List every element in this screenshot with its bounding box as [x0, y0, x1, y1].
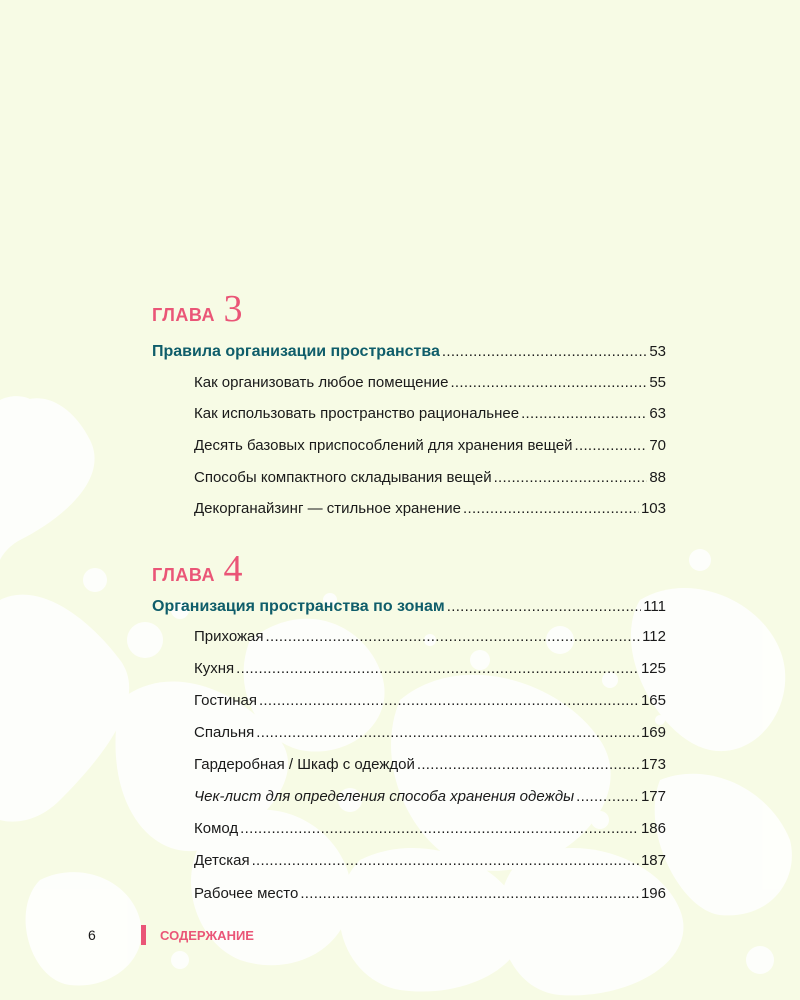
leader-dots: [442, 343, 647, 360]
page-number: 173: [640, 756, 666, 773]
toc-section-entry[interactable]: [152, 343, 666, 361]
chapter-4-heading: [152, 550, 242, 588]
chapter-number: 4: [223, 548, 243, 590]
leader-dots: [252, 852, 639, 869]
entry-title: Гостиная: [194, 692, 257, 709]
leader-dots: [494, 469, 648, 486]
leader-dots: [450, 374, 647, 391]
page-number: 186: [640, 820, 666, 837]
entry-title: Способы компактного складывания вещей: [194, 469, 492, 486]
footer-page-number: 6: [88, 927, 96, 943]
entry-title: Гардеробная / Шкаф с одеждой: [194, 756, 415, 773]
entry-title: Как организовать любое помещение: [194, 374, 449, 391]
chapter-3-heading: [152, 290, 242, 328]
page-number: 111: [643, 598, 666, 615]
toc-entry[interactable]: [194, 500, 666, 517]
entry-title: Как использовать пространство рациональнее: [194, 405, 520, 422]
page-number: 112: [642, 628, 666, 645]
entry-title: Комод: [194, 820, 239, 837]
leader-dots: [300, 885, 639, 902]
leader-dots: [259, 692, 639, 709]
page-number: 53: [649, 343, 666, 360]
entry-title: Детская: [194, 852, 250, 869]
chapter-label: ГЛАВА: [152, 565, 215, 585]
entry-title: Кухня: [194, 660, 235, 677]
toc-entry[interactable]: [194, 885, 666, 902]
chapter-number: 3: [223, 288, 243, 330]
entry-title: Десять базовых приспособлений для хранения вещей: [194, 437, 573, 454]
page-number: 187: [640, 852, 666, 869]
leader-dots: [266, 628, 641, 645]
leader-dots: [521, 405, 647, 422]
page-number: 103: [640, 500, 666, 517]
toc-section-entry[interactable]: [152, 598, 666, 616]
toc-entry[interactable]: [194, 660, 666, 677]
page-number: 169: [640, 724, 666, 741]
entry-title: Декорганайзинг — стильное хранение: [194, 500, 462, 517]
toc-entry[interactable]: [194, 788, 666, 805]
leader-dots: [236, 660, 639, 677]
toc-entry[interactable]: [194, 692, 666, 709]
page-number: 165: [640, 692, 666, 709]
toc-entry[interactable]: [194, 852, 666, 869]
toc-entry[interactable]: [194, 756, 666, 773]
page-number: 125: [640, 660, 666, 677]
entry-title: Прихожая: [194, 628, 264, 645]
entry-title: Чек-лист для определения способа хранения одежды: [194, 788, 575, 805]
leader-dots: [576, 788, 639, 805]
page-number: 63: [649, 405, 666, 422]
page-number: 88: [649, 469, 666, 486]
chapter-label: ГЛАВА: [152, 305, 215, 325]
footer-accent-bar: [141, 925, 146, 945]
page-number: 177: [640, 788, 666, 805]
toc-entry[interactable]: [194, 405, 666, 422]
page-number: 55: [649, 374, 666, 391]
toc-entry[interactable]: [194, 469, 666, 486]
leader-dots: [256, 724, 639, 741]
toc-entry[interactable]: [194, 820, 666, 837]
toc-entry[interactable]: [194, 628, 666, 645]
toc-entry[interactable]: [194, 724, 666, 741]
toc-entry[interactable]: [194, 437, 666, 454]
leader-dots: [240, 820, 639, 837]
leader-dots: [463, 500, 639, 517]
entry-title: Рабочее место: [194, 885, 299, 902]
leader-dots: [447, 598, 641, 615]
toc-entry[interactable]: [194, 374, 666, 391]
footer-section-label: СОДЕРЖАНИЕ: [160, 928, 254, 943]
section-title: Организация пространства по зонам: [152, 598, 445, 615]
page-number: 196: [640, 885, 666, 902]
page-number: 70: [649, 437, 666, 454]
entry-title: Спальня: [194, 724, 255, 741]
leader-dots: [575, 437, 648, 454]
leader-dots: [417, 756, 639, 773]
section-title: Правила организации пространства: [152, 343, 440, 360]
